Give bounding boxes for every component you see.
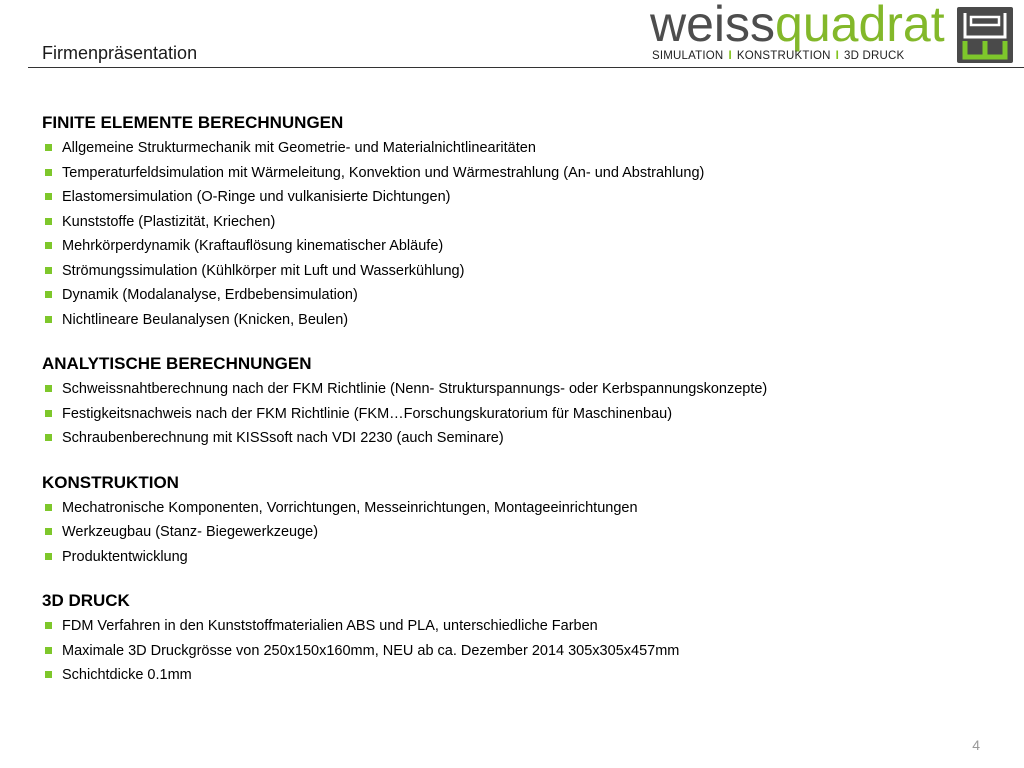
brand-name-part1: weiss bbox=[650, 0, 776, 52]
square-bullet-icon bbox=[45, 528, 52, 535]
list-item-text: Temperaturfeldsimulation mit Wärmeleitung, Konvektion und Wärmestrahlung (An- und Abstrahlung) bbox=[62, 164, 705, 181]
page-header-title: Firmenpräsentation bbox=[42, 43, 198, 63]
weissquadrat-logo-icon bbox=[957, 7, 1013, 63]
list-item bbox=[42, 308, 1002, 333]
square-bullet-icon bbox=[45, 385, 52, 392]
square-bullet-icon bbox=[45, 434, 52, 441]
tagline-separator: I bbox=[728, 50, 732, 62]
list-item bbox=[42, 136, 1002, 161]
list-item-text: Dynamik (Modalanalyse, Erdbebensimulation) bbox=[62, 287, 358, 303]
list-item-text: Mechatronische Komponenten, Vorrichtungen, Messeinrichtungen, Montageeinrichtungen bbox=[62, 499, 638, 516]
square-bullet-icon bbox=[45, 622, 52, 629]
brand-tagline bbox=[652, 50, 904, 62]
list-item-text: Schichtdicke 0.1mm bbox=[62, 667, 192, 683]
brand-name-part2: quadrat bbox=[775, 0, 945, 52]
section-title: ANALYTISCHE BERECHNUNGEN bbox=[42, 354, 312, 373]
section-title: FINITE ELEMENTE BERECHNUNGEN bbox=[42, 113, 344, 132]
bullet-list bbox=[42, 614, 1002, 688]
tagline-konstruktion: KONSTRUKTION bbox=[736, 50, 831, 62]
tagline-simulation: SIMULATION bbox=[652, 50, 724, 62]
list-item bbox=[42, 234, 1002, 259]
list-item-text: Werkzeugbau (Stanz- Biegewerkzeuge) bbox=[62, 524, 319, 540]
list-item-text: Schraubenberechnung mit KISSsoft nach VDI 2230 (auch Seminare) bbox=[62, 430, 504, 446]
section-3d-printing bbox=[42, 588, 1002, 688]
list-item bbox=[42, 639, 1002, 664]
brand-name bbox=[650, 0, 945, 54]
section-title: KONSTRUKTION bbox=[42, 472, 179, 492]
list-item-text: Elastomersimulation (O-Ringe und vulkanisierte Dichtungen) bbox=[62, 189, 451, 205]
list-item bbox=[42, 161, 1002, 186]
brand-wordmark bbox=[650, 0, 950, 68]
list-item-text: Festigkeitsnachweis nach der FKM Richtlinie (FKM…Forschungskuratorium für Maschinenbau) bbox=[62, 405, 673, 422]
page-number: 4 bbox=[972, 737, 980, 753]
bullet-list bbox=[42, 136, 1002, 332]
section-analytical bbox=[42, 351, 1002, 451]
square-bullet-icon bbox=[45, 316, 52, 323]
list-item-text: Nichtlineare Beulanalysen (Knicken, Beulen) bbox=[62, 311, 349, 328]
list-item bbox=[42, 402, 1002, 427]
bullet-list bbox=[42, 377, 1002, 451]
list-item bbox=[42, 377, 1002, 402]
list-item bbox=[42, 185, 1002, 210]
list-item bbox=[42, 426, 1002, 451]
slide-content bbox=[42, 110, 1002, 688]
list-item bbox=[42, 259, 1002, 284]
square-bullet-icon bbox=[45, 144, 52, 151]
list-item-text: Schweissnahtberechnung nach der FKM Richtlinie (Nenn- Strukturspannungs- oder Kerbspannungskonzepte) bbox=[62, 381, 768, 397]
square-bullet-icon bbox=[45, 193, 52, 200]
list-item-text: FDM Verfahren in den Kunststoffmaterialien ABS und PLA, unterschiedliche Farben bbox=[62, 618, 598, 634]
square-bullet-icon bbox=[45, 267, 52, 274]
section-title: 3D DRUCK bbox=[42, 591, 130, 610]
header-divider bbox=[28, 67, 1024, 68]
tagline-separator: I bbox=[835, 50, 840, 62]
square-bullet-icon bbox=[45, 242, 52, 249]
square-bullet-icon bbox=[45, 291, 52, 298]
square-bullet-icon bbox=[45, 553, 52, 560]
tagline-3d-druck: 3D DRUCK bbox=[844, 50, 905, 62]
square-bullet-icon bbox=[45, 671, 52, 678]
square-bullet-icon bbox=[45, 218, 52, 225]
list-item-text: Kunststoffe (Plastizität, Kriechen) bbox=[62, 213, 276, 230]
list-item-text: Produktentwicklung bbox=[62, 548, 188, 565]
list-item bbox=[42, 545, 1002, 570]
list-item-text: Allgemeine Strukturmechanik mit Geometrie- und Materialnichtlinearitäten bbox=[62, 140, 536, 156]
section-fem bbox=[42, 110, 1002, 332]
list-item bbox=[42, 520, 1002, 545]
list-item-text: Maximale 3D Druckgrösse von 250x150x160mm, NEU ab ca. Dezember 2014 305x305x457mm bbox=[62, 642, 680, 659]
square-bullet-icon bbox=[45, 410, 52, 417]
list-item bbox=[42, 663, 1002, 688]
square-bullet-icon bbox=[45, 169, 52, 176]
bullet-list bbox=[42, 496, 1002, 570]
list-item bbox=[42, 614, 1002, 639]
square-bullet-icon bbox=[45, 647, 52, 654]
list-item bbox=[42, 210, 1002, 235]
square-bullet-icon bbox=[45, 504, 52, 511]
list-item-text: Mehrkörperdynamik (Kraftauflösung kinematischer Abläufe) bbox=[62, 238, 444, 254]
list-item bbox=[42, 496, 1002, 521]
list-item-text: Strömungssimulation (Kühlkörper mit Luft und Wasserkühlung) bbox=[62, 262, 465, 279]
list-item bbox=[42, 283, 1002, 308]
section-construction bbox=[42, 470, 1002, 570]
